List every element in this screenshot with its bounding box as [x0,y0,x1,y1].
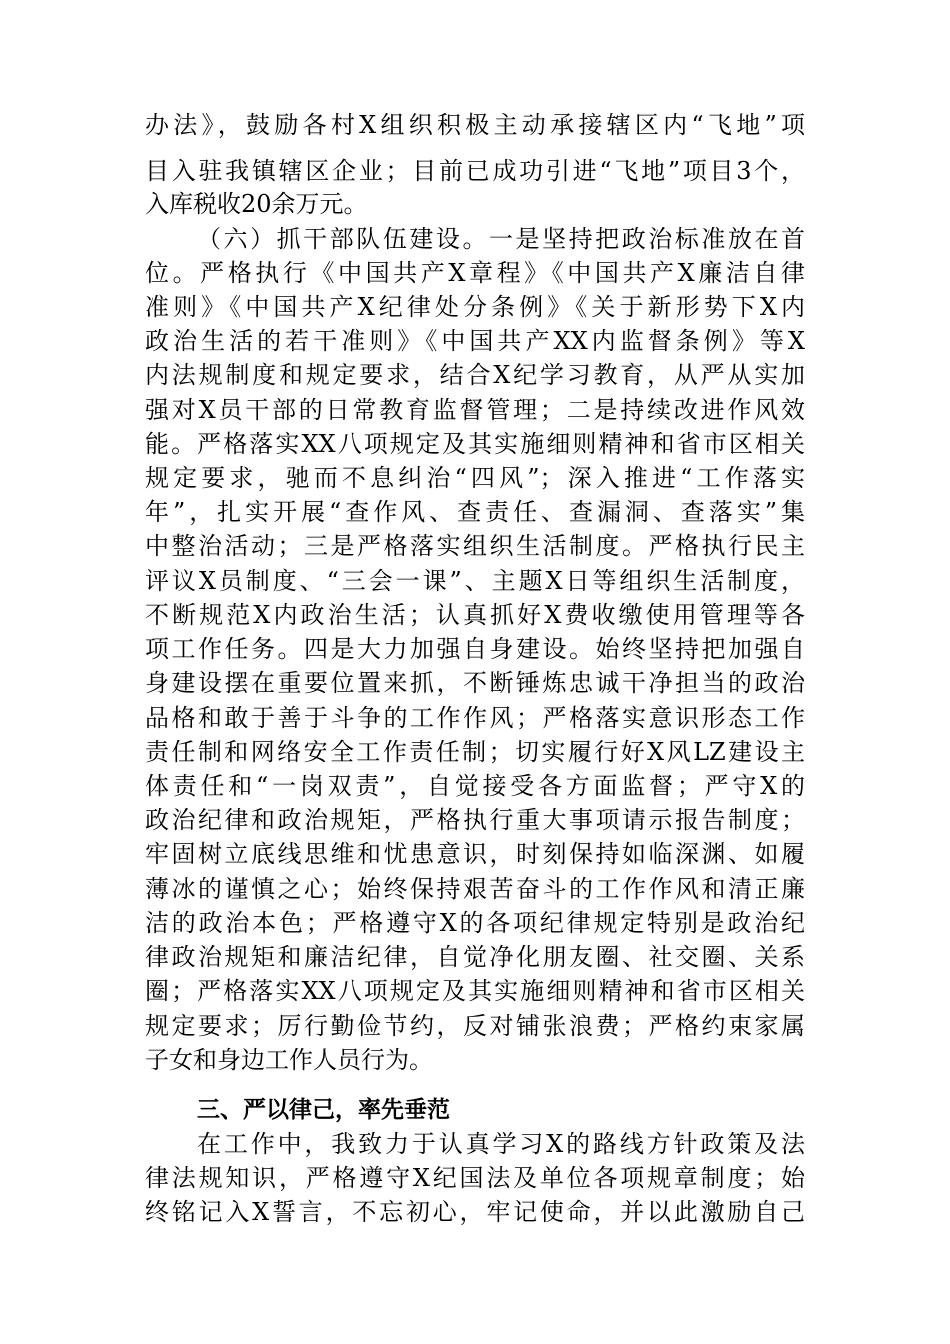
paragraph-line: 不断规范X内政治生活；认真抓好X费收缴使用管理等各 [145,601,805,629]
paragraph-line: 规定要求，驰而不息纠治“四风”；深入推进“工作落实 [145,464,805,492]
paragraph-line: 律法规知识，严格遵守X纪国法及单位各项规章制度；始 [145,1164,805,1192]
paragraph-line: 评议X员制度、“三会一课”、主题X日等组织生活制度， [145,567,805,595]
paragraph-line: 洁的政治本色；严格遵守X的各项纪律规定特别是政治纪 [145,909,805,937]
paragraph-line: 责任制和网络安全工作责任制；切实履行好X风LZ建设主 [145,738,805,766]
paragraph-line: 体责任和“一岗双责”，自觉接受各方面监督；严守X的 [145,772,805,800]
paragraph-line: 在工作中，我致力于认真学习X的路线方针政策及法 [197,1130,805,1158]
paragraph-line: 项工作任务。四是大力加强自身建设。始终坚持把加强自 [145,635,805,663]
paragraph-line: 品格和敢于善于斗争的工作作风；严格落实意识形态工作 [145,704,805,732]
paragraph-line: 子女和身边工作人员行为。 [145,1046,433,1074]
paragraph-line: 入库税收20余万元。 [145,190,368,218]
paragraph-line: 目入驻我镇辖区企业；目前已成功引进“飞地”项目3个， [145,157,805,185]
paragraph-line: 薄冰的谨慎之心；始终保持艰苦奋斗的工作作风和清正廉 [145,875,805,903]
paragraph-line: 准则》《中国共产X纪律处分条例》《关于新形势下X内 [145,293,805,321]
paragraph-line: （六）抓干部队伍建设。一是坚持把政治标准放在首 [197,225,805,253]
paragraph-line: 圈；严格落实XX八项规定及其实施细则精神和省市区相关 [145,977,805,1005]
paragraph-line: 强对X员干部的日常教育监督管理；二是持续改进作风效 [145,396,805,424]
paragraph-line: 终铭记入X誓言，不忘初心，牢记使命，并以此激励自己 [145,1198,805,1226]
paragraph-line: 身建设摆在重要位置来抓，不断锤炼忠诚干净担当的政治 [145,669,805,697]
paragraph-line: 律政治规矩和廉洁纪律，自觉净化朋友圈、社交圈、关系 [145,943,805,971]
paragraph-line: 牢固树立底线思维和忧患意识，时刻保持如临深渊、如履 [145,840,805,868]
paragraph-line: 政治生活的若干准则》《中国共产XX内监督条例》等X [145,327,805,355]
paragraph-line: 政治纪律和政治规矩，严格执行重大事项请示报告制度； [145,806,805,834]
section-heading: 三、严以律己，率先垂范 [197,1097,450,1123]
paragraph-line: 规定要求；厉行勤俭节约，反对铺张浪费；严格约束家属 [145,1012,805,1040]
paragraph-line: 能。严格落实XX八项规定及其实施细则精神和省市区相关 [145,430,805,458]
paragraph-line: 内法规制度和规定要求，结合X纪学习教育，从严从实加 [145,361,805,389]
paragraph-line: 中整治活动；三是严格落实组织生活制度。严格执行民主 [145,532,805,560]
paragraph-line: 办法》，鼓励各村X组织积极主动承接辖区内“飞地”项 [145,111,805,139]
paragraph-line: 位。严格执行《中国共产X章程》《中国共产X廉洁自律 [145,259,805,287]
paragraph-line: 年”，扎实开展“查作风、查责任、查漏洞、查落实”集 [145,498,805,526]
